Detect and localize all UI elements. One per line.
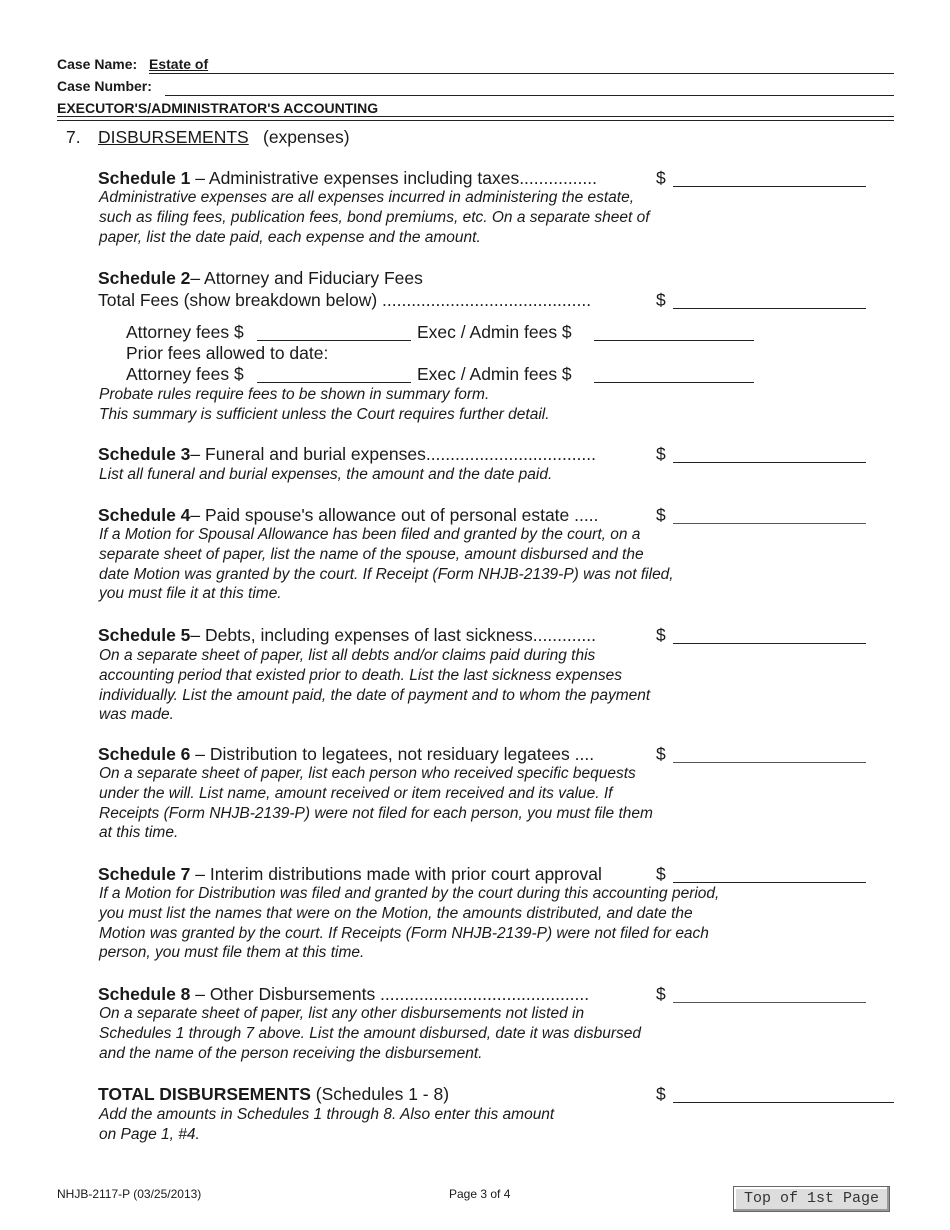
- schedule-3-label: Schedule 3: [98, 444, 191, 464]
- schedule-4-dollar: $: [656, 505, 666, 525]
- total-disbursements-amount-field[interactable]: [673, 1102, 894, 1103]
- schedule-2-description: Probate rules require fees to be shown in summary form. This summary is sufficient unless the Court requires further detail.: [99, 386, 550, 423]
- schedule-8-amount-field[interactable]: [673, 1002, 866, 1003]
- schedule-7-heading: [98, 864, 602, 885]
- exec-admin-fees-field[interactable]: [594, 340, 754, 341]
- schedule-3-dollar: $: [656, 444, 666, 464]
- case-name-value: Estate of: [149, 56, 209, 72]
- schedule-8-description: On a separate sheet of paper, list any other disbursements not listed in Schedules 1 through 7 above. List the amount disbursed, date it was disbursed and the name of the person receiving the disbursement.: [99, 1005, 641, 1062]
- schedule-8-heading: [98, 984, 589, 1005]
- total-disbursements-description: Add the amounts in Schedules 1 through 8. Also enter this amount on Page 1, #4.: [99, 1106, 555, 1143]
- prior-exec-admin-fees-field[interactable]: [594, 382, 754, 383]
- header-divider-2: [57, 120, 894, 121]
- schedule-6-amount-field[interactable]: [673, 762, 866, 763]
- schedule-7-dollar: $: [656, 864, 666, 884]
- schedule-1-description: Administrative expenses are all expenses incurred in administering the estate, such as filing fees, publication fees, bond premiums, etc. On a separate sheet of paper, list the date paid, each expense and the amount.: [99, 189, 650, 246]
- schedule-1-amount-field[interactable]: [673, 186, 866, 187]
- attorney-fees-field[interactable]: [257, 340, 411, 341]
- schedule-5-description: On a separate sheet of paper, list all debts and/or claims paid during this accounting period that existed prior to death. List the last sickness expenses individually. List the amount paid, the date of payment and to whom the payment was made.: [99, 647, 651, 724]
- top-of-first-page-button[interactable]: Top of 1st Page: [733, 1186, 890, 1212]
- case-number-label: Case Number:: [57, 78, 152, 94]
- schedule-4-amount-field[interactable]: [673, 523, 866, 524]
- schedule-4-label: Schedule 4: [98, 505, 191, 525]
- prior-attorney-fees-label: Attorney fees $: [126, 364, 244, 384]
- schedule-3-heading: [98, 444, 596, 465]
- schedule-5-heading: [98, 625, 596, 646]
- schedule-5-dollar: $: [656, 625, 666, 645]
- total-disbursements-range: (Schedules 1 - 8): [310, 1084, 450, 1104]
- schedule-5-title: – Debts, including expenses of last sickness.............: [190, 625, 597, 645]
- schedule-6-description: On a separate sheet of paper, list each person who received specific bequests under the will. List name, amount received or item received and its value. If Receipts (Form NHJB-2139-P) were not filed for each person, you must file them at this time.: [99, 765, 653, 842]
- schedule-4-description: If a Motion for Spousal Allowance has been filed and granted by the court, on a separate sheet of paper, list the name of the spouse, amount disbursed and the date Motion was granted by the court. If Receipt (Form NHJB-2139-P) was not filed, you must file it at this time.: [99, 526, 674, 603]
- total-disbursements-heading: [98, 1084, 449, 1105]
- schedule-7-label: Schedule 7: [98, 864, 191, 884]
- schedule-2-label: Schedule 2: [98, 268, 191, 288]
- schedule-3-description: List all funeral and burial expenses, the amount and the date paid.: [99, 466, 553, 483]
- section-number: 7.: [66, 127, 81, 147]
- schedule-7-amount-field[interactable]: [673, 882, 866, 883]
- prior-attorney-fees-field[interactable]: [257, 382, 411, 383]
- page-number: Page 3 of 4: [449, 1187, 511, 1201]
- prior-exec-admin-fees-label: Exec / Admin fees $: [417, 364, 572, 384]
- schedule-2-total-line: Total Fees (show breakdown below) ...........................................: [98, 290, 592, 310]
- schedule-6-dollar: $: [656, 744, 666, 764]
- total-dollar: $: [656, 1084, 666, 1104]
- schedule-3-amount-field[interactable]: [673, 462, 866, 463]
- case-number-field[interactable]: [165, 95, 894, 96]
- schedule-1-heading: [98, 168, 597, 189]
- prior-fees-label: Prior fees allowed to date:: [126, 343, 329, 363]
- section-subtitle: (expenses): [263, 127, 350, 147]
- schedule-6-title: – Distribution to legatees, not residuary legatees ....: [190, 744, 595, 764]
- schedule-1-dollar: $: [656, 168, 666, 188]
- schedule-7-description: If a Motion for Distribution was filed and granted by the court during this accounting period, you must list the names that were on the Motion, the amounts distributed, and date the Motion was granted by the court. If Receipts (Form NHJB-2139-P) were not filed for each person, you must file them at this time.: [99, 885, 720, 962]
- schedule-1-title: – Administrative expenses including taxes................: [190, 168, 597, 188]
- header-divider: [57, 116, 894, 117]
- schedule-6-heading: [98, 744, 594, 765]
- schedule-5-label: Schedule 5: [98, 625, 191, 645]
- schedule-5-amount-field[interactable]: [673, 643, 866, 644]
- form-id: NHJB-2117-P (03/25/2013): [57, 1187, 202, 1201]
- schedule-2-dollar: $: [656, 290, 666, 310]
- schedule-2-heading: [98, 268, 423, 289]
- schedule-7-title: – Interim distributions made with prior court approval: [190, 864, 602, 884]
- total-disbursements-label: TOTAL DISBURSEMENTS: [98, 1084, 311, 1104]
- schedule-2-title: – Attorney and Fiduciary Fees: [190, 268, 423, 288]
- attorney-fees-label: Attorney fees $: [126, 322, 244, 342]
- case-name-label: Case Name:: [57, 56, 138, 72]
- section-title: DISBURSEMENTS: [98, 127, 249, 147]
- schedule-6-label: Schedule 6: [98, 744, 191, 764]
- case-name-field[interactable]: [149, 73, 894, 74]
- schedule-4-heading: [98, 505, 598, 526]
- schedule-1-label: Schedule 1: [98, 168, 191, 188]
- schedule-8-label: Schedule 8: [98, 984, 191, 1004]
- schedule-8-title: – Other Disbursements ...........................................: [190, 984, 590, 1004]
- form-title: EXECUTOR'S/ADMINISTRATOR'S ACCOUNTING: [57, 100, 379, 116]
- schedule-8-dollar: $: [656, 984, 666, 1004]
- schedule-3-title: – Funeral and burial expenses...................................: [190, 444, 597, 464]
- exec-admin-fees-label: Exec / Admin fees $: [417, 322, 572, 342]
- schedule-4-title: – Paid spouse's allowance out of personal estate .....: [190, 505, 599, 525]
- schedule-2-total-amount-field[interactable]: [673, 308, 866, 309]
